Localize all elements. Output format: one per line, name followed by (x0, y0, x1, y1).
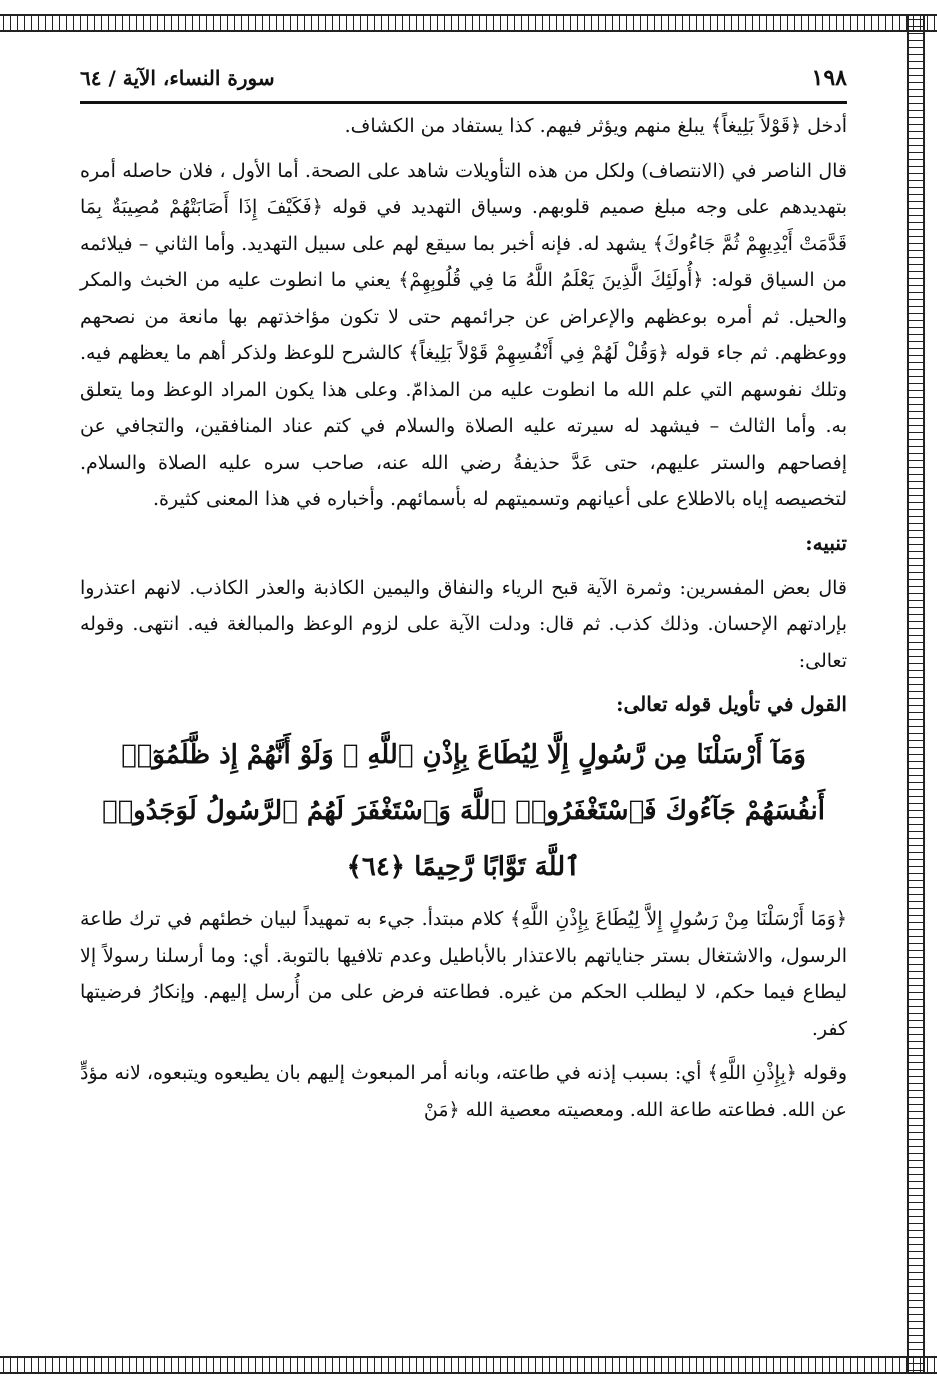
verse-line-1: وَمَآ أَرْسَلْنَا مِن رَّسُولٍ إِلَّا لِيُطَاعَ بِإِذْنِ ٱللَّهِ ۚ وَلَوْ أَنَّهُمْ إِذ ظَّلَمُوٓا۟ (121, 740, 806, 770)
tafsir-paragraph-2: وقوله ﴿بِإِذْنِ اللَّهِ﴾ أي: بسبب إذنه في طاعته، وبانه أمر المبعوث إليهم بان يطيعوه ويتبعوه، لانه مؤدٍّ عن الله. فطاعته طاعة الله. ومعصيته معصية الله ﴿مَنْ (80, 1062, 847, 1121)
notice-heading: تنبيه: (805, 530, 847, 555)
decorative-border-bottom (0, 1356, 937, 1374)
verse-heading: القول في تأويل قوله تعالى: (616, 692, 847, 716)
decorative-border-right (907, 14, 925, 1374)
quran-verse (80, 727, 847, 895)
running-header (80, 65, 847, 104)
header-title: سورة النساء، الآية / ٦٤ (80, 66, 275, 90)
verse-line-2: أَنفُسَهُمْ جَآءُوكَ فَٱسْتَغْفَرُوا۟ ٱللَّهَ وَٱسْتَغْفَرَ لَهُمُ ٱلرَّسُولُ لَوَجَدُوا۟ (101, 796, 826, 826)
paragraph-1: أدخل ﴿قَوْلاً بَلِيغاً﴾ يبلغ منهم ويؤثر فيهم. كذا يستفاد من الكشاف. (344, 115, 847, 137)
tafsir-paragraph-1: ﴿وَمَا أَرْسَلْنَا مِنْ رَسُولٍ إِلاَّ لِيُطَاعَ بِإِذْنِ اللَّهِ﴾ كلام مبتدأ. جيء به تمهيداً لبيان خطئهم في ترك طاعة الرسول، والاشتغال بستر جناياتهم بالاعتذار بالأباطيل وعدم تلافيها بالتوبة. أي: وما أرسلنا رسولاً إلا ليطاع فيما حكم، لا ليطلب الحكم من غيره. فطاعته فرض على من أُرسل إليهم. وإنكارُ فرضيتها كفر. (80, 908, 847, 1040)
verse-line-3: ٱللَّهَ تَوَّابًا رَّحِيمًا ﴿٦٤﴾ (346, 852, 581, 882)
paragraph-2: قال الناصر في (الانتصاف) ولكل من هذه التأويلات شاهد على الصحة. أما الأول ، فلان حاصله أمره بتهديدهم على وجه مبلغ صميم قلوبهم. وسياق التهديد في قوله ﴿فَكَيْفَ إِذَا أَصَابَتْهُمْ مُصِيبَةٌ بِمَا قَدَّمَتْ أَيْدِيهِمْ ثُمَّ جَاءُوكَ﴾ يشهد له. فإنه أخبر بما سيقع لهم على سبيل التهديد. وأما الثاني – فيلائمه من السياق قوله: ﴿أُولَئِكَ الَّذِينَ يَعْلَمُ اللَّهُ مَا فِي قُلُوبِهِمْ﴾ يعني ما انطوت عليه من الخبث والمكر والحيل. ثم أمره بوعظهم والإعراض عن جرائمهم حتى لا تكون مؤاخذتهم بها مانعة من نصحهم ووعظهم. ثم جاء قوله ﴿وَقُلْ لَهُمْ فِي أَنْفُسِهِمْ قَوْلاً بَلِيغاً﴾ كالشرح للوعظ ولذكر أهم ما يعظهم فيه. وتلك نفوسهم التي علم الله ما انطوت عليه من المذامّ. وعلى هذا يكون المراد الوعظ وما يتعلق به. وأما الثالث – فيشهد له سيرته عليه الصلاة والسلام في كتم عناد المنافقين، والتجافي عن إفصاحهم والستر عليهم، حتى عَدَّ حذيفةُ رضي الله عنه، صاحب سره عليه الصلاة والسلام. لتخصيصه إياه بالاطلاع على أعيانهم وتسميتهم له بأسمائهم. وأخباره في هذا المعنى كثيرة. (80, 159, 847, 510)
decorative-border-top (0, 14, 937, 32)
page-number: ١٩٨ (811, 65, 847, 91)
page-content (80, 55, 847, 1348)
notice-text: قال بعض المفسرين: وثمرة الآية قبح الرياء والنفاق واليمين الكاذبة والعذر الكاذب. لانهم اعتذروا بإرادتهم الإحسان. وذلك كذب. ثم قال: ودلت الآية على لزوم الوعظ والمبالغة فيه. انتهى. وقوله تعالى: (80, 576, 847, 672)
